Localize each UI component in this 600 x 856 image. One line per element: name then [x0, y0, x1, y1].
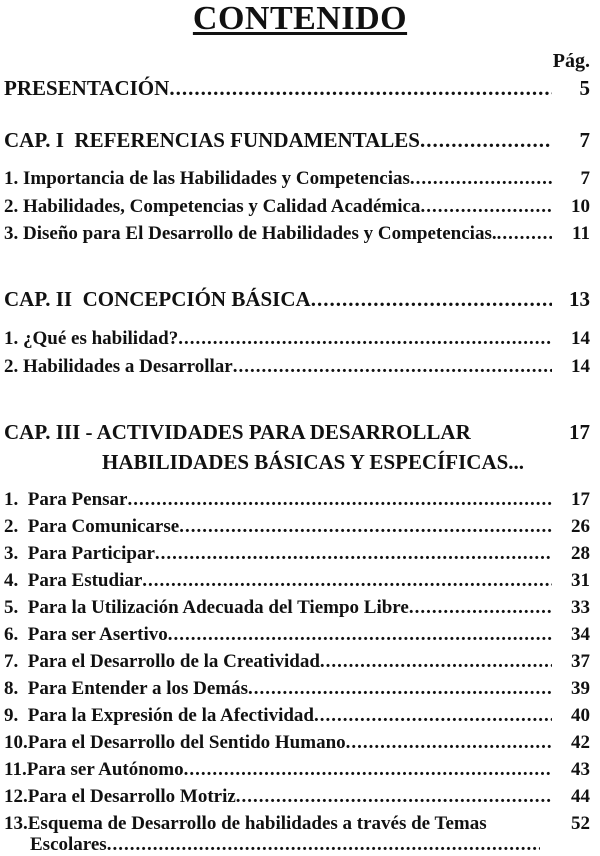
leader-dots: [155, 543, 552, 565]
toc-label: 5. Para la Utilización Adecuada del Tiempo Libre: [4, 597, 409, 618]
leader-dots: [320, 651, 552, 673]
toc-entry: [4, 516, 590, 538]
toc-page-number: 42: [571, 732, 590, 753]
leader-dots: [179, 516, 552, 538]
toc-chapter-continuation: HABILIDADES BÁSICAS Y ESPECÍFICAS...: [102, 450, 525, 474]
leader-dots: [169, 76, 552, 101]
leader-dots: [107, 834, 540, 856]
toc-label: 4. Para Estudiar: [4, 570, 143, 591]
leader-dots: [311, 287, 552, 312]
toc-page-number: 44: [571, 786, 590, 807]
toc-entry: [4, 705, 590, 727]
toc-label: CAP. I REFERENCIAS FUNDAMENTALES: [4, 128, 420, 152]
toc-entry: [4, 328, 590, 350]
toc-page-number: 31: [571, 570, 590, 591]
toc-page-number: 39: [571, 678, 590, 699]
toc-page-number: 7: [580, 168, 590, 189]
toc-label: 3. Diseño para El Desarrollo de Habilidades y Competencias.: [4, 223, 497, 244]
toc-entry: [4, 76, 590, 101]
toc-label: 9. Para la Expresión de la Afectividad: [4, 705, 314, 726]
toc-page-number: 26: [571, 516, 590, 537]
leader-dots: [497, 223, 552, 245]
toc-page-number: 7: [579, 128, 590, 152]
leader-dots: [346, 732, 552, 754]
toc-label: 3. Para Participar: [4, 543, 155, 564]
leader-dots: [178, 328, 552, 350]
toc-label: 8. Para Entender a los Demás: [4, 678, 248, 699]
toc-chapter: [4, 420, 590, 445]
toc-entry: [4, 597, 590, 619]
leader-dots: [410, 168, 552, 190]
toc-label: 11.Para ser Autónomo: [4, 759, 184, 780]
leader-dots: [127, 489, 552, 511]
toc-page-number: 43: [571, 759, 590, 780]
toc-entry: [4, 489, 590, 511]
toc-label: Escolares: [30, 834, 107, 855]
leader-dots: [409, 597, 552, 619]
toc-entry: [4, 651, 590, 673]
leader-dots: [184, 759, 552, 781]
toc-label: CAP. III - ACTIVIDADES PARA DESARROLLAR: [4, 420, 471, 444]
toc-entry: [4, 196, 590, 218]
toc-entry: [4, 570, 590, 592]
toc-page-number: 5: [579, 76, 590, 100]
leader-dots: [168, 624, 552, 646]
toc-entry: [4, 543, 590, 565]
toc-entry: [4, 678, 590, 700]
toc-page-number: 40: [571, 705, 590, 726]
toc-label: PRESENTACIÓN: [4, 76, 170, 100]
leader-dots: [142, 570, 552, 592]
toc-label: CAP. II CONCEPCIÓN BÁSICA: [4, 287, 311, 311]
toc-page-number: 34: [571, 624, 590, 645]
toc-page-number: 14: [571, 328, 590, 349]
leader-dots: [236, 786, 552, 808]
toc-page-number: 17: [571, 489, 590, 510]
page-title: CONTENIDO: [192, 0, 408, 37]
toc-entry-continuation: [30, 834, 540, 856]
toc-entry: [4, 168, 590, 190]
toc-entry: [4, 223, 590, 245]
toc-page-number: 17: [569, 420, 590, 444]
toc-label: 2. Para Comunicarse: [4, 516, 180, 537]
toc-label: 2. Habilidades, Competencias y Calidad Académica: [4, 196, 421, 217]
toc-label: 10.Para el Desarrollo del Sentido Humano: [4, 732, 346, 753]
toc-entry: [4, 759, 590, 781]
toc-page-number: 10: [571, 196, 590, 217]
toc-page-number: 13: [569, 287, 590, 311]
toc-entry: [4, 786, 590, 808]
toc-page-number: 11: [572, 223, 590, 244]
toc-entry: [4, 624, 590, 646]
toc-entry: [4, 356, 590, 378]
toc-label: 12.Para el Desarrollo Motriz: [4, 786, 236, 807]
toc-page-number: 52: [571, 813, 590, 834]
toc-page-number: 28: [571, 543, 590, 564]
leader-dots: [420, 128, 552, 153]
toc-label: 2. Habilidades a Desarrollar: [4, 356, 233, 377]
toc-label: 6. Para ser Asertivo: [4, 624, 168, 645]
leader-dots: [248, 678, 552, 700]
toc-label: 1. Para Pensar: [4, 489, 128, 510]
leader-dots: [420, 196, 552, 218]
toc-entry: [4, 732, 590, 754]
toc-chapter: [4, 128, 590, 153]
toc-label: 1. Importancia de las Habilidades y Competencias: [4, 168, 410, 189]
toc-page-number: 33: [571, 597, 590, 618]
toc-label: 1. ¿Qué es habilidad?: [4, 328, 179, 349]
toc-entry: [4, 813, 590, 835]
page-column-header: Pág.: [552, 50, 590, 72]
leader-dots: [233, 356, 552, 378]
toc-label: 13.Esquema de Desarrollo de habilidades a través de Temas: [4, 813, 487, 834]
toc-chapter: [4, 287, 590, 312]
leader-dots: [314, 705, 552, 727]
toc-page-number: 37: [571, 651, 590, 672]
toc-page-number: 14: [571, 356, 590, 377]
toc-label: 7. Para el Desarrollo de la Creatividad: [4, 651, 320, 672]
